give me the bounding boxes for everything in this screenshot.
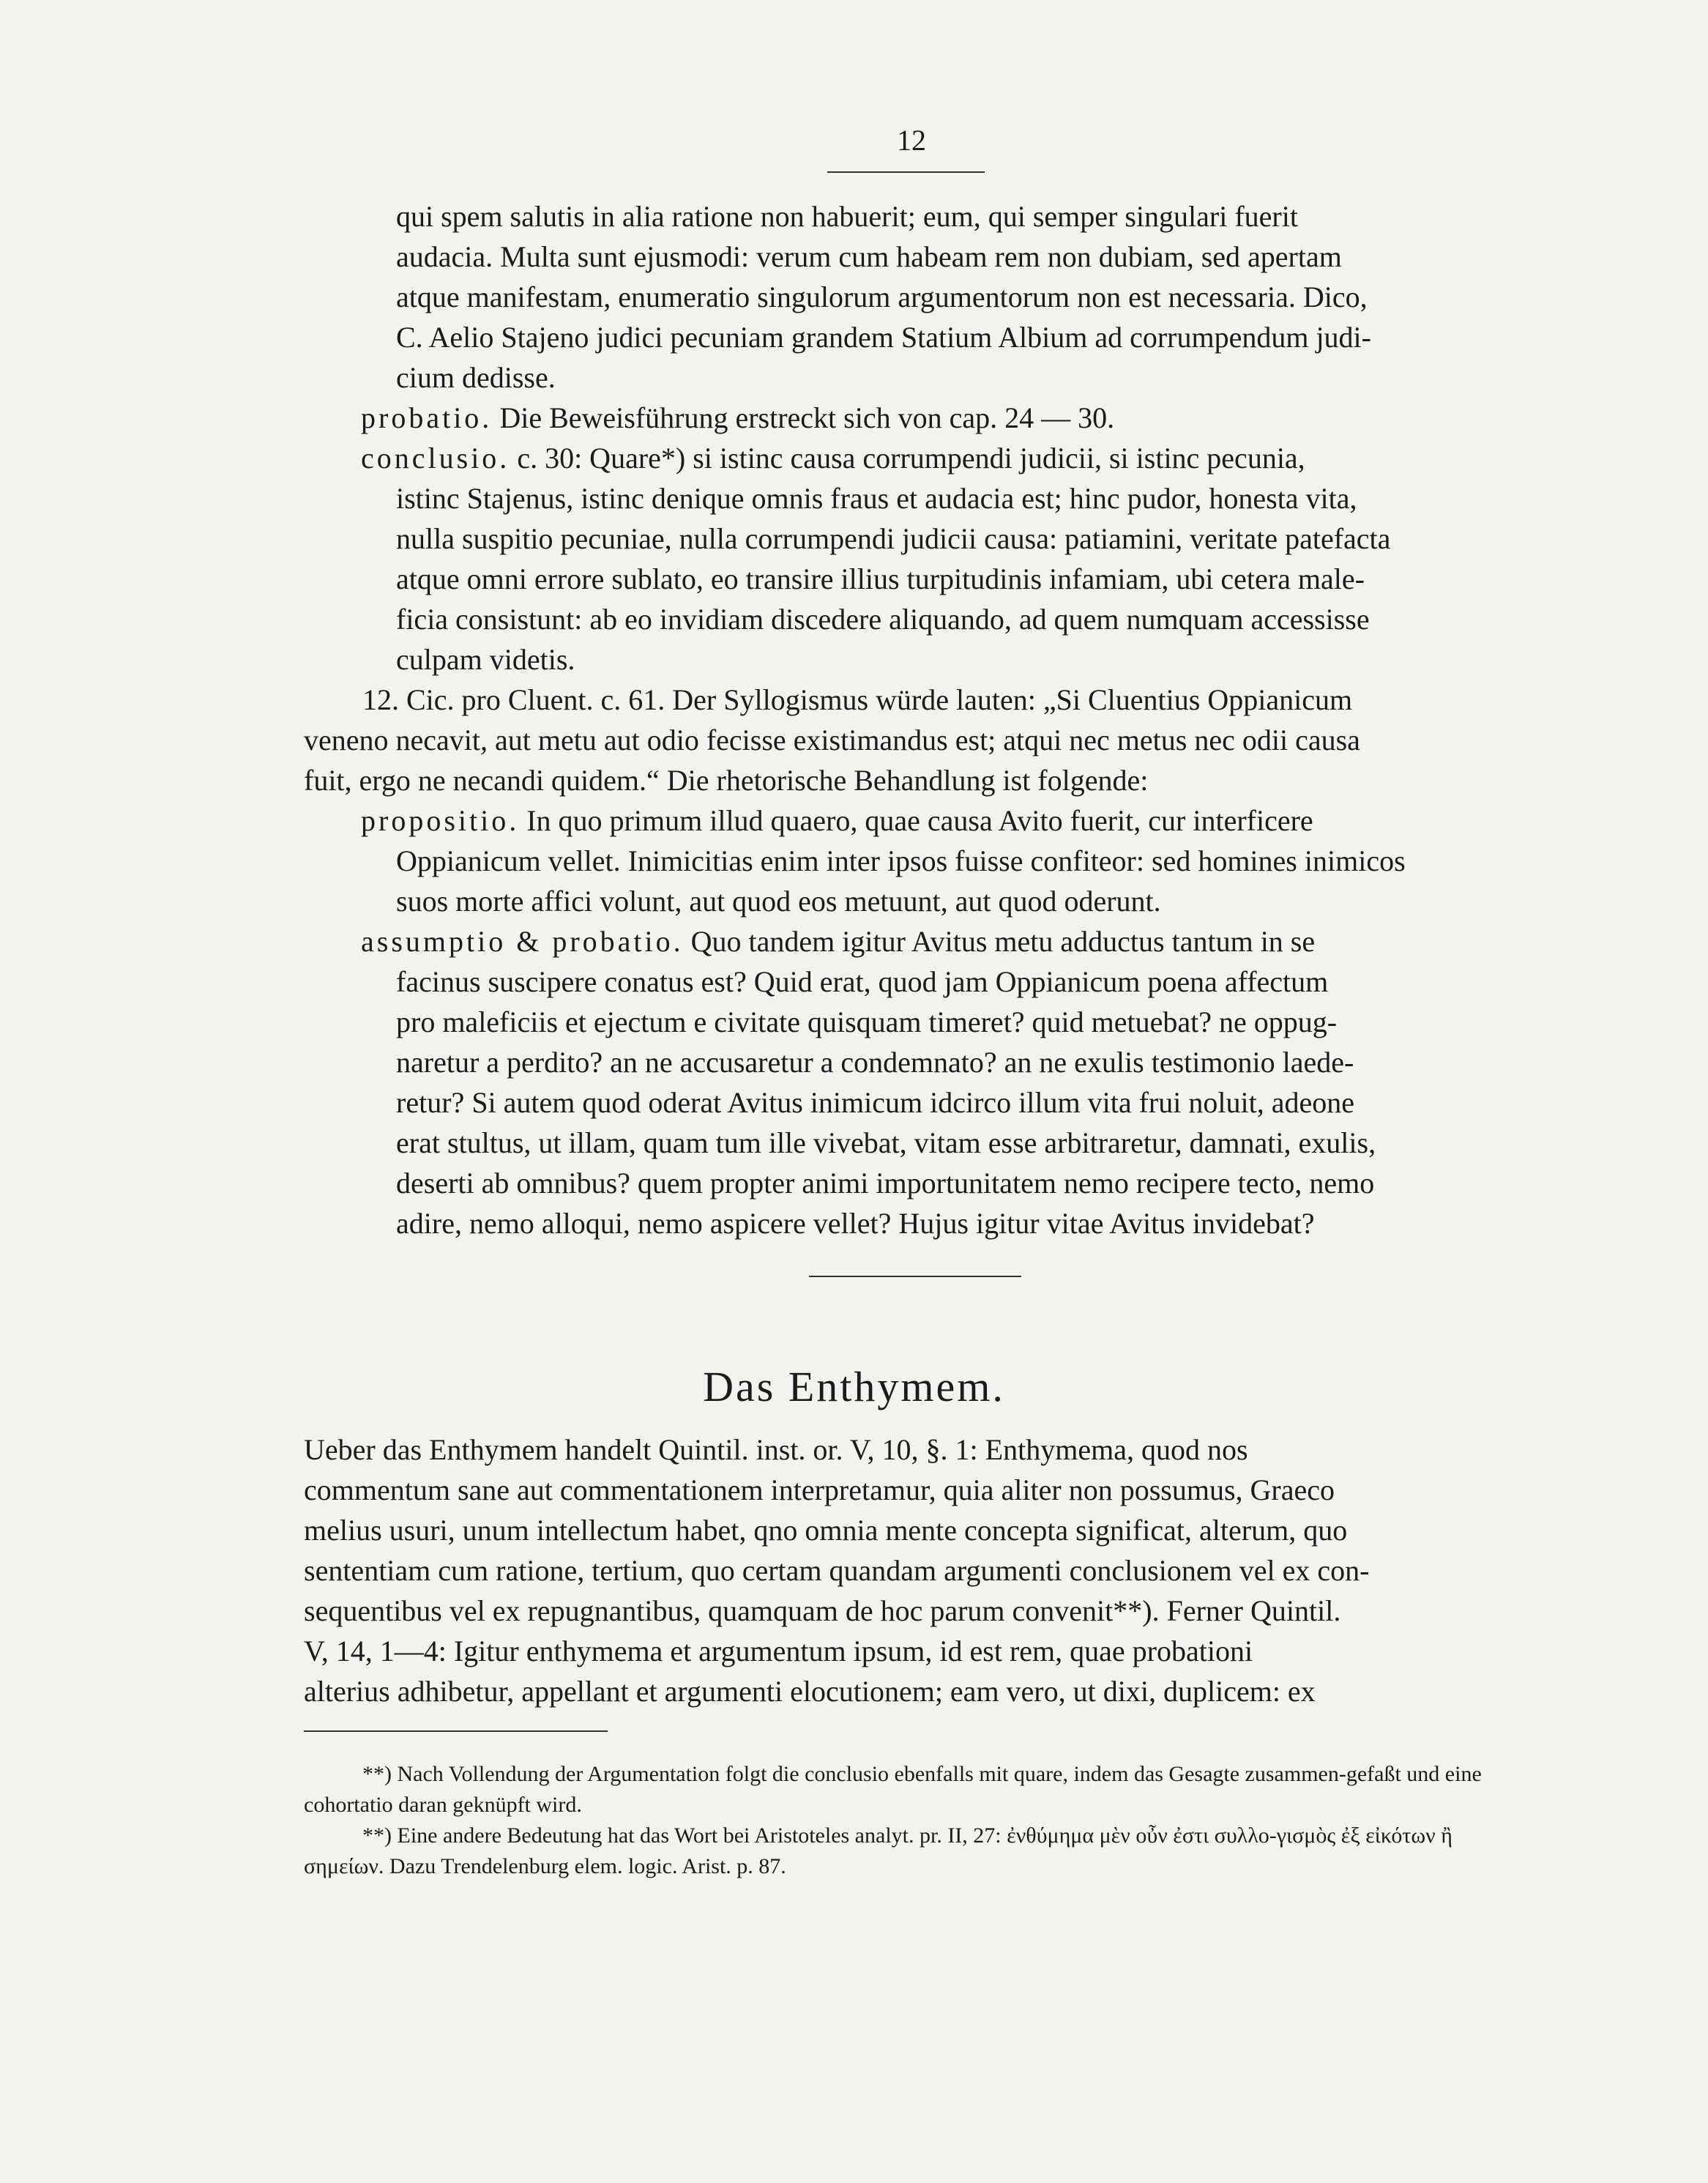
text-line: veneno necavit, aut metu aut odio fecisse existimandus est; atqui nec metus nec odii causa: [304, 724, 1360, 756]
text-line: Ueber das Enthymem handelt Quintil. inst. or. V, 10, §. 1: Enthymema, quod nos: [304, 1433, 1248, 1466]
text-line: erat stultus, ut illam, quam tum ille vivebat, vitam esse arbitraretur, damnati, exulis,: [396, 1126, 1376, 1159]
conclusio-label: conclusio.: [361, 442, 510, 475]
text-line: cium dedisse.: [396, 361, 556, 394]
text-line: ficia consistunt: ab eo invidiam discedere aliquando, ad quem numquam accessisse: [396, 603, 1370, 636]
text-line: audacia. Multa sunt ejusmodi: verum cum habeam rem non dubiam, sed apertam: [396, 240, 1342, 273]
conclusio-line: [361, 438, 1523, 478]
section-title: Das Enthymem.: [703, 1363, 1005, 1410]
text-line: atque omni errore sublato, eo transire illius turpitudinis infamiam, ubi cetera male-: [396, 562, 1365, 595]
propositio-label: propositio.: [361, 804, 520, 837]
text-line: sententiam cum ratione, tertium, quo certam quandam argumenti conclusionem vel ex con-: [304, 1554, 1370, 1587]
assumptio-first: Quo tandem igitur Avitus metu adductus tantum in se: [690, 925, 1316, 958]
assumptio-line: [361, 921, 1523, 962]
section-divider: [809, 1276, 1021, 1277]
text-line: fuit, ergo ne necandi quidem.“ Die rhetorische Behandlung ist folgende:: [304, 764, 1149, 797]
text-line: istinc Stajenus, istinc denique omnis fraus et audacia est; hinc pudor, honesta vita,: [396, 482, 1357, 515]
text-line: alterius adhibetur, appellant et argumenti elocutionem; eam vero, ut dixi, duplicem: ex: [304, 1675, 1316, 1708]
text-line: atque manifestam, enumeratio singulorum argumentorum non est necessaria. Dico,: [396, 280, 1368, 313]
conclusio-block: [396, 478, 1523, 680]
text-line: deserti ab omnibus? quem propter animi importunitatem nemo recipere tecto, nemo: [396, 1167, 1375, 1200]
text-line: 12. Cic. pro Cluent. c. 61. Der Syllogismus würde lauten: „Si Cluentius Oppianicum: [362, 683, 1353, 716]
main-text: [304, 196, 1523, 1243]
probatio-label: probatio.: [361, 401, 493, 434]
text-line: retur? Si autem quod oderat Avitus inimicum idcirco illum vita frui noluit, adeone: [396, 1086, 1354, 1119]
footnote: **) Nach Vollendung der Argumentation folgt die conclusio ebenfalls mit quare, indem das Gesagte zusammen-gefaßt und eine cohortatio daran geknüpft wird.: [304, 1762, 1482, 1817]
probatio-text: Die Beweisführung erstreckt sich von cap. 24 — 30.: [499, 401, 1115, 434]
text-line: melius usuri, unum intellectum habet, qno omnia mente concepta significat, alterum, quo: [304, 1514, 1348, 1547]
text-line: commentum sane aut commentationem interpretamur, quia aliter non possumus, Graeco: [304, 1473, 1335, 1506]
probatio-line: [361, 398, 1523, 438]
text-line: adire, nemo alloqui, nemo aspicere vellet? Hujus igitur vitae Avitus invidebat?: [396, 1207, 1315, 1240]
text-line: C. Aelio Stajeno judici pecuniam grandem Statium Albium ad corrumpendum judi-: [396, 321, 1371, 354]
text-line: facinus suscipere conatus est? Quid erat, quod jam Oppianicum poena affectum: [396, 965, 1329, 998]
text-line: qui spem salutis in alia ratione non habuerit; eum, qui semper singulari fuerit: [396, 200, 1298, 233]
quotation-block: [396, 196, 1523, 398]
text-line: pro maleficiis et ejectum e civitate quisquam timeret? quid metuebat? ne oppug-: [396, 1005, 1338, 1038]
text-line: suos morte affici volunt, aut quod eos metuunt, aut quod oderunt.: [396, 885, 1161, 918]
enthymem-paragraph: [304, 1429, 1523, 1711]
text-line: Oppianicum vellet. Inimicitias enim inter ipsos fuisse confiteor: sed homines inimicos: [396, 844, 1406, 877]
page-number: 12: [897, 124, 926, 157]
conclusio-first: c. 30: Quare*) si istinc causa corrumpendi judicii, si istinc pecunia,: [517, 442, 1305, 475]
footnote: **) Eine andere Bedeutung hat das Wort bei Aristoteles analyt. pr. II, 27: ἐνθύμημα μὲν οὖν ἐστι συλλο-γισμὸς ἐξ εἰκότων ἢ σημείων. Dazu Trendelenburg elem. logic. Arist. p. 87.: [304, 1823, 1452, 1878]
footnote-rule: [304, 1730, 608, 1732]
header-rule: [827, 171, 985, 173]
propositio-block: [396, 841, 1523, 921]
assumptio-label: assumptio & probatio.: [361, 925, 684, 958]
text-line: naretur a perdito? an ne accusaretur a condemnato? an ne exulis testimonio laede-: [396, 1046, 1354, 1079]
text-line: sequentibus vel ex repugnantibus, quamquam de hoc parum convenit**). Ferner Quintil.: [304, 1594, 1341, 1627]
assumptio-block: [396, 962, 1523, 1243]
propositio-first: In quo primum illud quaero, quae causa Avito fuerit, cur interficere: [526, 804, 1313, 837]
text-line: V, 14, 1—4: Igitur enthymema et argumentum ipsum, id est rem, quae probationi: [304, 1635, 1253, 1667]
footnotes: [304, 1759, 1523, 1882]
example-12: [304, 680, 1523, 800]
text-line: nulla suspitio pecuniae, nulla corrumpendi judicii causa: patiamini, veritate patefacta: [396, 522, 1391, 555]
propositio-line: [361, 800, 1523, 841]
text-line: culpam videtis.: [396, 643, 575, 676]
